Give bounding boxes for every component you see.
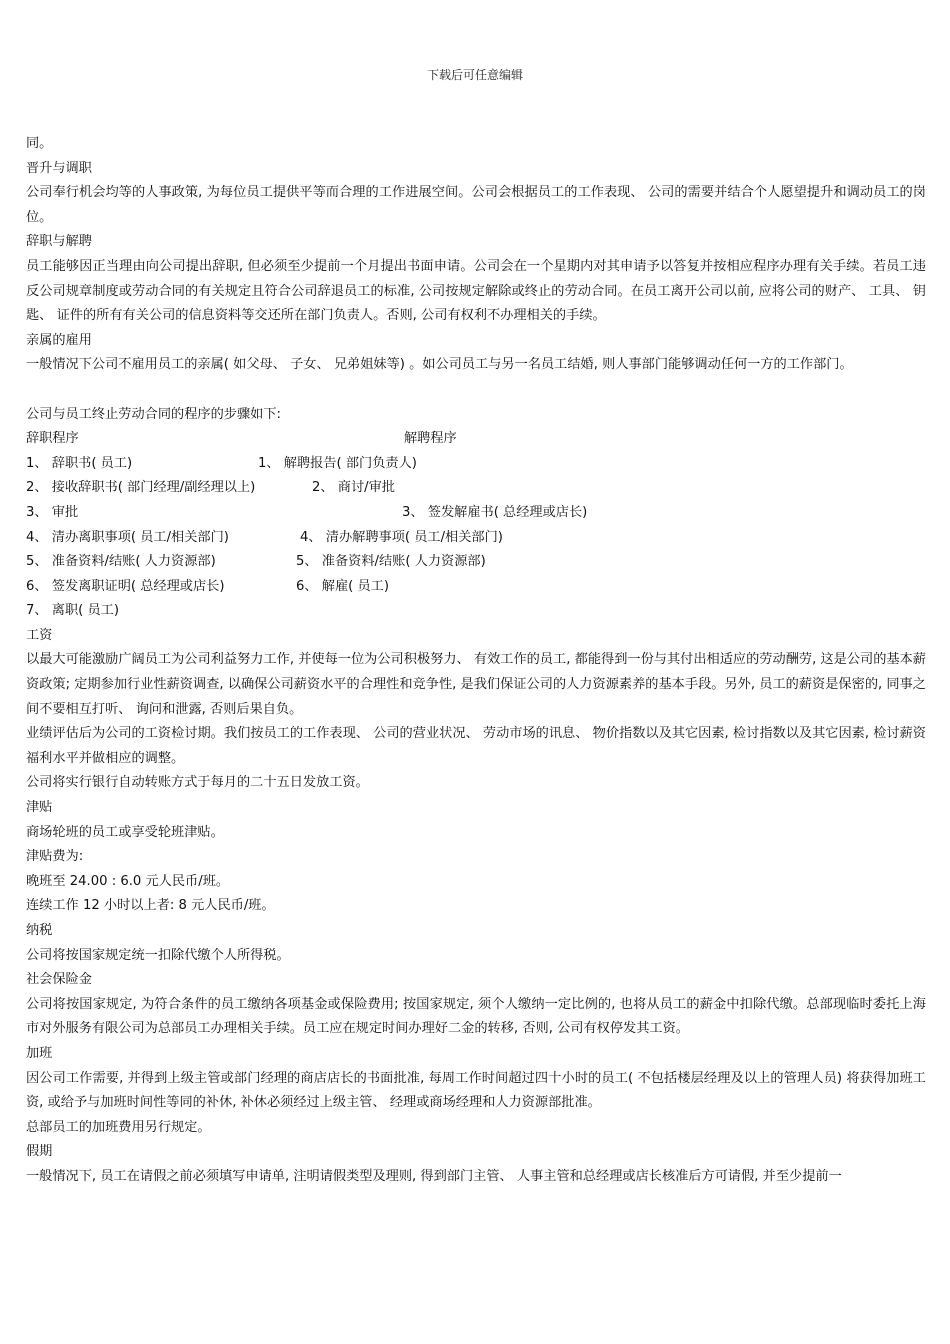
insurance-heading: 社会保险金 (26, 972, 92, 988)
document-body (26, 132, 926, 1190)
allowance-line: 连续工作 12 小时以上者: 8 元人民币/班。 (26, 898, 275, 914)
dismiss-procedure-header: 解聘程序 (404, 431, 457, 447)
procedure-row (26, 526, 926, 551)
resign-step: 6、 签发离职证明( 总经理或店长) (26, 578, 225, 594)
dismiss-step: 2、 商讨/审批 (312, 480, 395, 496)
dismiss-step: 3、 签发解雇书( 总经理或店长) (402, 504, 588, 520)
dismiss-step: 6、 解雇( 员工) (296, 578, 390, 594)
procedure-row (26, 575, 926, 600)
salary-body-2: 业绩评估后为公司的工资检讨期。我们按员工的工作表现、 公司的营业状况、 劳动市场的讯息、 物价指数以及其它因素, 检讨指数以及其它因素, 检讨薪资福利水平并做相应的调整。 (26, 726, 926, 766)
dismiss-step: 4、 清办解聘事项( 员工/相关部门) (300, 529, 503, 545)
resignation-body: 员工能够因正当理由向公司提出辞职, 但必须至少提前一个月提出书面申请。公司会在一个星期内对其申请予以答复并按相应程序办理有关手续。若员工违反公司规章制度或劳动合同的有关规定且符合公司辞退员工的标准, 公司按规定解除或终止的劳动合同。在员工离开公司以前, 应将公司的财产、 工具、 钥匙、 证件的所有有关公司的信息资料等交还所在部门负责人。否则, 公司有权利不办理相关的手续。 (26, 258, 926, 324)
relatives-body: 一般情况下公司不雇用员工的亲属( 如父母、 子女、 兄弟姐妹等) 。如公司员工与另一名员工结婚, 则人事部门能够调动任何一方的工作部门。 (26, 357, 853, 373)
dismiss-step: 5、 准备资料/结账( 人力资源部) (296, 554, 486, 570)
intro-text: 同。 (26, 136, 53, 151)
procedures-title: 公司与员工终止劳动合同的程序的步骤如下: (26, 406, 282, 422)
leave-body: 一般情况下, 员工在请假之前必须填写申请单, 注明请假类型及理则, 得到部门主管、 人事主管和总经理或店长核准后方可请假, 并至少提前一 (26, 1168, 842, 1184)
resign-step: 3、 审批 (26, 504, 79, 520)
spacer (26, 378, 926, 403)
resign-procedure-header: 辞职程序 (26, 431, 79, 447)
procedure-row (26, 501, 926, 526)
salary-body-1: 以最大可能激励广阔员工为公司利益努力工作, 并使每一位为公司积极努力、 有效工作的员工, 都能得到一份与其付出相适应的劳动酬劳, 这是公司的基本薪资政策; 定期参加行业性薪资调查, 以确保公司薪资水平的合理性和竞争性, 是我们保证公司的人力资源素养的基本手段。另外, 员工的薪资是保密的, 同事之间不要相互打听、 询问和泄露, 否则后果自负。 (26, 652, 926, 717)
relatives-heading: 亲属的雇用 (26, 332, 92, 348)
overtime-body-2: 总部员工的加班费用另行规定。 (26, 1119, 211, 1135)
overtime-body-1: 因公司工作需要, 并得到上级主管或部门经理的商店店长的书面批准, 每周工作时间超过四十小时的员工( 不包括楼层经理及以上的管理人员) 将获得加班工资, 或给予与加班时间性等同的补休, 补休必须经过上级主管、 经理或商场经理和人力资源部批准。 (26, 1070, 926, 1111)
page-header: 下载后可任意编辑 (426, 68, 523, 82)
resign-step: 5、 准备资料/结账( 人力资源部) (26, 554, 216, 570)
tax-heading: 纳税 (26, 923, 53, 938)
allowance-heading: 津贴 (26, 800, 53, 816)
dismiss-step: 1、 解聘报告( 部门负责人) (258, 455, 417, 471)
tax-body: 公司将按国家规定统一扣除代缴个人所得税。 (26, 947, 290, 963)
leave-heading: 假期 (26, 1144, 53, 1160)
allowance-line: 晚班至 24.00 : 6.0 元人民币/班。 (26, 873, 230, 889)
promotion-heading: 晋升与调职 (26, 160, 92, 176)
procedure-row (26, 452, 926, 477)
procedures-header-row (26, 427, 926, 452)
insurance-body: 公司将按国家规定, 为符合条件的员工缴纳各项基金或保险费用; 按国家规定, 须个人缴纳一定比例的, 也将从员工的薪金中扣除代缴。总部现临时委托上海市对外服务有限公司为总部员工办理相关手续。员工应在规定时间办理好二金的转移, 否则, 公司有权停发其工资。 (26, 996, 926, 1037)
resign-step: 7、 离职( 员工) (26, 603, 120, 619)
procedure-row (26, 550, 926, 575)
resign-step: 1、 辞职书( 员工) (26, 455, 133, 471)
resign-step: 2、 接收辞职书( 部门经理/副经理以上) (26, 480, 256, 496)
resignation-heading: 辞职与解聘 (26, 234, 92, 250)
salary-body-3: 公司将实行银行自动转账方式于每月的二十五日发放工资。 (26, 775, 369, 791)
allowance-line: 津贴费为: (26, 849, 84, 865)
promotion-body: 公司奉行机会均等的人事政策, 为每位员工提供平等而合理的工作进展空间。公司会根据员工的工作表现、 公司的需要并结合个人愿望提升和调动员工的岗位。 (26, 185, 926, 225)
procedure-row (26, 476, 926, 501)
salary-heading: 工资 (26, 627, 53, 643)
overtime-heading: 加班 (26, 1045, 53, 1061)
allowance-line: 商场轮班的员工或享受轮班津贴。 (26, 824, 224, 840)
procedure-row (26, 599, 926, 624)
resign-step: 4、 清办离职事项( 员工/相关部门) (26, 529, 229, 545)
